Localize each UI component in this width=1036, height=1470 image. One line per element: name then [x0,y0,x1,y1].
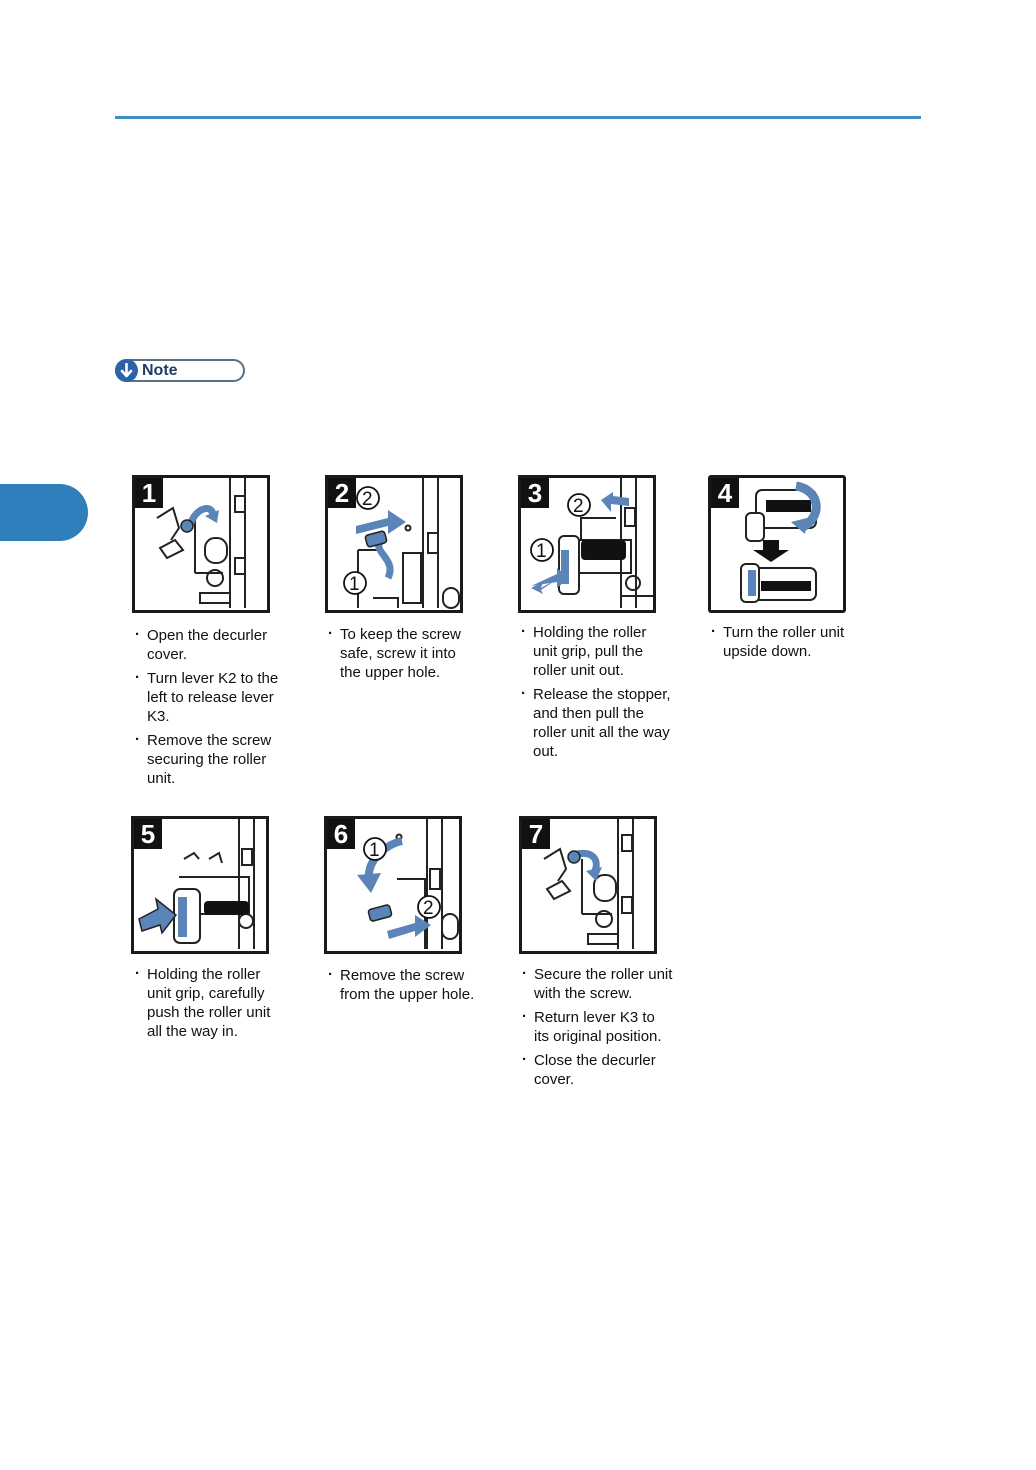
list-item: · Holding the roller unit grip, carefully push the roller unit all the way in. [137,965,287,1041]
step-6-instructions [330,966,480,1009]
step-7-illustration [519,816,657,954]
step-5-illustration [131,816,269,954]
list-item: · Remove the screw from the upper hole. [330,966,480,1004]
step-7-instructions [524,965,674,1094]
step-4-instructions [713,623,863,666]
step-3-instructions [523,623,673,766]
step-6-illustration [324,816,462,954]
step-7-number: 7 [522,819,550,849]
step-3-number: 3 [521,478,549,508]
step-5-instructions [137,965,287,1046]
list-item: · Remove the screw securing the roller unit. [137,731,287,788]
note-badge [115,359,245,382]
header-rule [115,116,921,119]
svg-text:1: 1 [536,541,547,562]
list-item: · Open the decurler cover. [137,626,287,664]
list-item: · Turn lever K2 to the left to release lever K3. [137,669,287,726]
list-item: · Turn the roller unit upside down. [713,623,863,661]
step-4-illustration [708,475,846,613]
note-label: Note [142,361,178,379]
step-3-illustration [518,475,656,613]
list-item: · To keep the screw safe, screw it into the upper hole. [330,625,480,682]
step-1-number: 1 [135,478,163,508]
svg-text:2: 2 [423,898,434,919]
list-item: · Return lever K3 to its original position. [524,1008,674,1046]
list-item: · Close the decurler cover. [524,1051,674,1089]
down-arrow-icon [115,359,138,382]
step-1-instructions [137,626,287,793]
step-2-number: 2 [328,478,356,508]
step-5-number: 5 [134,819,162,849]
svg-text:2: 2 [573,496,584,517]
step-2-instructions [330,625,480,687]
svg-text:1: 1 [369,840,380,861]
svg-text:2: 2 [362,489,373,510]
list-item: · Release the stopper, and then pull the roller unit all the way out. [523,685,673,761]
list-item: · Secure the roller unit with the screw. [524,965,674,1003]
chapter-tab [0,484,88,541]
step-1-illustration [132,475,270,613]
svg-text:1: 1 [349,574,360,595]
list-item: · Holding the roller unit grip, pull the roller unit out. [523,623,673,680]
step-6-number: 6 [327,819,355,849]
step-2-illustration [325,475,463,613]
step-4-number: 4 [711,478,739,508]
